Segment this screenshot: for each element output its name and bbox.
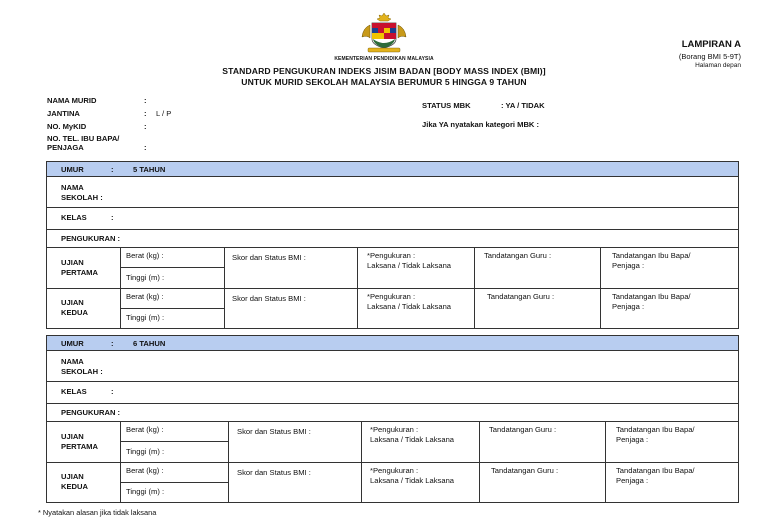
colon: : [111,339,114,348]
ministry-name: KEMENTERIAN PENDIDIKAN MALAYSIA [334,56,434,62]
colon: : [144,143,147,152]
form-title-line1: STANDARD PENGUKURAN INDEKS JISIM BADAN [BODY MASS INDEX (BMI)] [222,66,546,76]
berat-label: Berat (kg) : [126,425,164,434]
berat-label: Berat (kg) : [126,292,164,301]
ujian-kedua-line1: UJIAN [61,472,84,481]
page-side: Halaman depan [695,62,741,69]
footnote: * Nyatakan alasan jika tidak laksana [38,508,157,517]
ujian-kedua-line1: UJIAN [61,298,84,307]
skor-label: Skor dan Status BMI : [232,253,306,262]
age-value: 6 TAHUN [133,339,166,348]
skor-label: Skor dan Status BMI : [237,427,311,436]
ujian-pertama-line2: PERTAMA [61,268,98,277]
pengukuran-cell-line1: *Pengukuran : [367,292,416,301]
colon: : [144,122,147,131]
berat-label: Berat (kg) : [126,466,164,475]
tinggi-label: Tinggi (m) : [126,313,165,322]
guru-signature-label: Tandatangan Guru : [484,251,552,260]
malaysia-crest-logo [356,9,412,55]
age-value: 5 TAHUN [133,165,166,174]
jantina-options: L / P [156,109,172,118]
pengukuran-cell-line1: *Pengukuran : [370,425,419,434]
nama-sekolah-label-line1: NAMA [61,183,84,192]
ujian-kedua-line2: KEDUA [61,308,89,317]
ibubapa-signature-line1: Tandatangan Ibu Bapa/ [616,425,695,434]
kelas-label: KELAS [61,213,87,222]
label-tel-line2: PENJAGA [47,143,84,152]
colon: : [111,165,114,174]
lampiran-title: LAMPIRAN A [681,39,741,50]
tinggi-label: Tinggi (m) : [126,487,165,496]
skor-label: Skor dan Status BMI : [232,294,306,303]
umur-label: UMUR [61,339,84,348]
ibubapa-signature-line2: Penjaga : [612,261,645,270]
guru-signature-label: Tandatangan Guru : [489,425,557,434]
skor-label: Skor dan Status BMI : [237,468,311,477]
colon: : [144,109,147,118]
ujian-pertama-line1: UJIAN [61,432,84,441]
pengukuran-cell-line1: *Pengukuran : [370,466,419,475]
lampiran-block [679,39,741,69]
label-nama-murid: NAMA MURID [47,96,97,105]
kelas-label: KELAS [61,387,87,396]
umur-label: UMUR [61,165,84,174]
form-title-line2: UNTUK MURID SEKOLAH MALAYSIA BERUMUR 5 HINGGA 9 TAHUN [241,77,527,87]
ibubapa-signature-line1: Tandatangan Ibu Bapa/ [616,466,695,475]
pengukuran-cell-line2: Laksana / Tidak Laksana [367,261,452,270]
pengukuran-cell-line2: Laksana / Tidak Laksana [370,435,455,444]
nama-sekolah-label-line1: NAMA [61,357,84,366]
ujian-pertama-line1: UJIAN [61,258,84,267]
ujian-pertama-line2: PERTAMA [61,442,98,451]
section-6-tahun [46,335,739,503]
ibubapa-signature-line1: Tandatangan Ibu Bapa/ [612,251,691,260]
colon: : [111,213,114,222]
berat-label: Berat (kg) : [126,251,164,260]
label-status-mbk: STATUS MBK [422,101,471,110]
guru-signature-label: Tandatangan Guru : [491,466,559,475]
status-mbk-options: : YA / TIDAK [501,101,545,110]
guru-signature-label: Tandatangan Guru : [487,292,555,301]
pengukuran-label: PENGUKURAN : [61,408,121,417]
pengukuran-cell-line2: Laksana / Tidak Laksana [370,476,455,485]
ibubapa-signature-line2: Penjaga : [616,435,649,444]
ujian-kedua-line2: KEDUA [61,482,89,491]
colon: : [144,96,147,105]
pengukuran-cell-line1: *Pengukuran : [367,251,416,260]
label-jantina: JANTINA [47,109,80,118]
colon: : [111,387,114,396]
section-5-tahun [46,161,739,329]
ibubapa-signature-line1: Tandatangan Ibu Bapa/ [612,292,691,301]
label-mykid: NO. MyKID [47,122,87,131]
label-tel-line1: NO. TEL. IBU BAPA/ [47,134,120,143]
label-kategori-mbk: Jika YA nyatakan kategori MBK : [422,120,540,129]
ibubapa-signature-line2: Penjaga : [612,302,645,311]
tinggi-label: Tinggi (m) : [126,447,165,456]
form-code: (Borang BMI 5-9T) [678,52,741,61]
pengukuran-label: PENGUKURAN : [61,234,121,243]
nama-sekolah-label-line2: SEKOLAH : [61,367,103,376]
tinggi-label: Tinggi (m) : [126,273,165,282]
pengukuran-cell-line2: Laksana / Tidak Laksana [367,302,452,311]
nama-sekolah-label-line2: SEKOLAH : [61,193,103,202]
section-header [47,162,738,177]
section-header [47,336,738,351]
ibubapa-signature-line2: Penjaga : [616,476,649,485]
